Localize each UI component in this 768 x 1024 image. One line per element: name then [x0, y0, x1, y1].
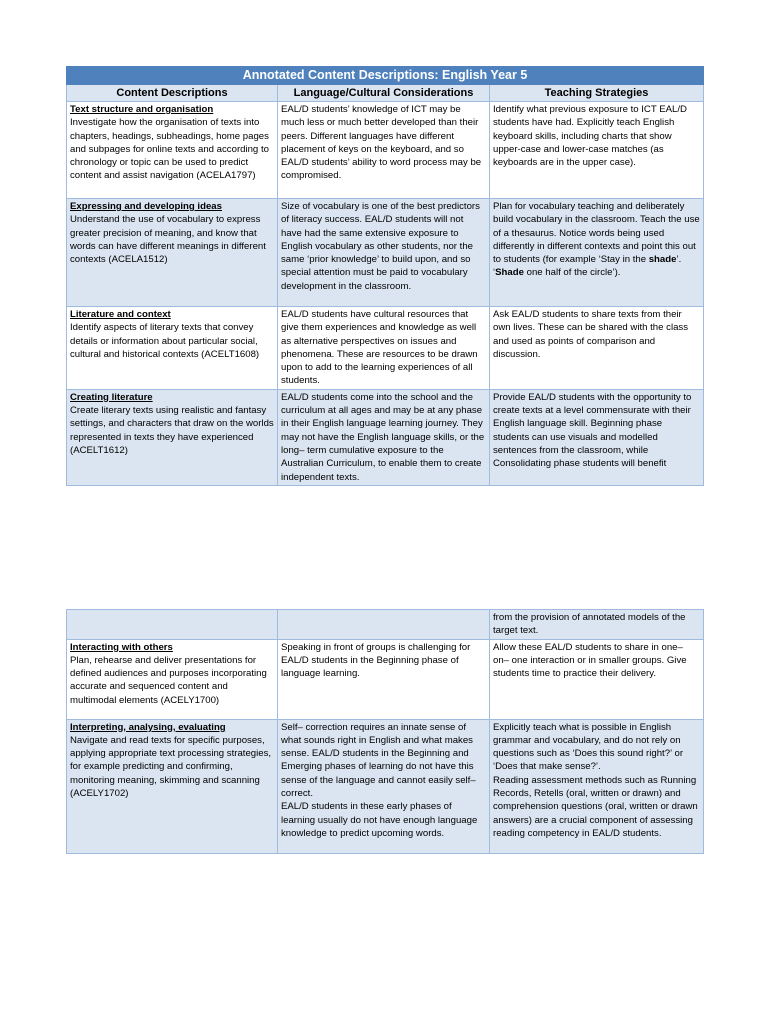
strategy-cell: Ask EAL/D students to share texts from their own lives. These can be shared with the class and used as points of comparison and discussion.	[490, 307, 704, 390]
content-table-page-2	[66, 609, 704, 854]
consideration-cell: EAL/D students have cultural resources that give them experiences and knowledge as well as alternative perspectives on issues and phenomena. These are resources to be drawn upon to add to the learning experiences of all students.	[278, 307, 490, 390]
table-row	[67, 610, 704, 640]
strategy-cell: Plan for vocabulary teaching and deliberately build vocabulary in the classroom. Teach the use of a thesaurus. Notice words being used differently in different contexts and point this out to students (for example ‘Stay in the shade’. ‘Shade one half of the circle’).	[490, 199, 704, 307]
content-description-cell	[67, 199, 278, 307]
table-title: Annotated Content Descriptions: English Year 5	[67, 67, 704, 85]
header-language-cultural: Language/Cultural Considerations	[278, 85, 490, 102]
strategy-cell: Provide EAL/D students with the opportunity to create texts at a level commensurate with their English language skill. Beginning phase students can use visuals and modelled sentences from the classroom, while Consolidating phase students will benefit	[490, 389, 704, 485]
table-row	[67, 307, 704, 390]
table-row	[67, 639, 704, 719]
content-description-cell	[67, 102, 278, 199]
content-table-page-1	[66, 66, 704, 486]
content-description-cell	[67, 307, 278, 390]
row-heading: Creating literature	[70, 391, 153, 403]
content-description-cell	[67, 639, 278, 719]
content-description-cell	[67, 719, 278, 853]
content-description-cell	[67, 610, 278, 640]
row-heading: Literature and context	[70, 309, 171, 320]
strategy-cell	[490, 719, 704, 853]
strategy-part-1: Explicitly teach what is possible in English grammar and vocabulary, and do not rely on questions such as ‘Does this sound right?’ or ‘Does that make sense?’.	[493, 721, 684, 773]
bold-shade: shade	[648, 254, 677, 266]
strategy-continuation-cell: from the provision of annotated models of the target text.	[490, 610, 704, 640]
consideration-cell: Size of vocabulary is one of the best predictors of literacy success. EAL/D students will not have had the same extensive exposure to English vocabulary as other students, nor the same ‘prior knowledge’ to build upon, and so special attention must be paid to vocabulary development in the classroom.	[278, 199, 490, 307]
consideration-cell	[278, 610, 490, 640]
header-teaching-strategies: Teaching Strategies	[490, 85, 704, 102]
row-heading: Expressing and developing ideas	[70, 201, 222, 212]
row-description: Navigate and read texts for specific purposes, applying appropriate text processing strategies, for example predicting and confirming, monitoring meaning, skimming and scanning (ACELY1702)	[70, 734, 272, 800]
content-description-cell	[67, 389, 278, 485]
consideration-cell	[278, 719, 490, 853]
table-row	[67, 199, 704, 307]
row-description: Plan, rehearse and deliver presentations for defined audiences and purposes incorporating accurate and sequenced content and multimodal elements (ACELY1700)	[70, 654, 267, 706]
row-heading: Interacting with others	[70, 641, 173, 653]
bold-shade-cap: Shade	[495, 267, 524, 279]
row-heading: Interpreting, analysing, evaluating	[70, 721, 226, 733]
row-description: Create literary texts using realistic and fantasy settings, and characters that draw on the worlds represented in texts they have experienced (ACELT1612)	[70, 405, 274, 456]
table-row	[67, 389, 704, 485]
consideration-cell: EAL/D students come into the school and the curriculum at all ages and may be at any phase in their English language learning journey. They may not have the English language skills, or the long– term cumulative exposure to the Australian Curriculum, to enable them to create independent texts.	[278, 389, 490, 485]
strategy-cell: Allow these EAL/D students to share in one– on– one interaction or in smaller groups. Give students time to practice their delivery.	[490, 639, 704, 719]
row-description: Understand the use of vocabulary to express greater precision of meaning, and know that words can have different meanings in different contexts (ACELA1512)	[70, 214, 266, 266]
consideration-cell: Speaking in front of groups is challenging for EAL/D students in the Beginning phase of language learning.	[278, 639, 490, 719]
strategy-part-2: Reading assessment methods such as Running Records, Retells (oral, written or drawn) and comprehension questions (oral, written or drawn answers) are a crucial component of assessing reading competency in EAL/D students.	[493, 774, 698, 839]
row-description: Investigate how the organisation of texts into chapters, headings, subheadings, home pages and subpages for online texts and according to chronology or topic can be used to predict content and assist navigation (ACELA1797)	[70, 117, 269, 182]
strategy-cell: Identify what previous exposure to ICT EAL/D students have had. Explicitly teach English keyboard skills, including charts that show upper-case and lower-case matches (as keyboards are in the upper case).	[490, 102, 704, 199]
consideration-part-1: Self– correction requires an innate sense of what sounds right in English and what makes sense. EAL/D students in the Beginning and Emerging phases of learning do not have this sense of the language and cannot easily self– correct.	[281, 721, 476, 800]
table-row	[67, 102, 704, 199]
row-description: Identify aspects of literary texts that convey details or information about particular social, cultural and historical contexts (ACELT1608)	[70, 322, 260, 360]
header-content-descriptions: Content Descriptions	[67, 85, 278, 102]
row-heading: Text structure and organisation	[70, 104, 214, 115]
consideration-part-2: EAL/D students in these early phases of learning usually do not have enough language knowledge to predict upcoming words.	[281, 801, 478, 839]
table-row	[67, 719, 704, 853]
consideration-cell: EAL/D students’ knowledge of ICT may be much less or much better developed than their peers. Different languages have different placement of keys on the keyboard, and so EAL/D students’ ability to word process may be compromised.	[278, 102, 490, 199]
